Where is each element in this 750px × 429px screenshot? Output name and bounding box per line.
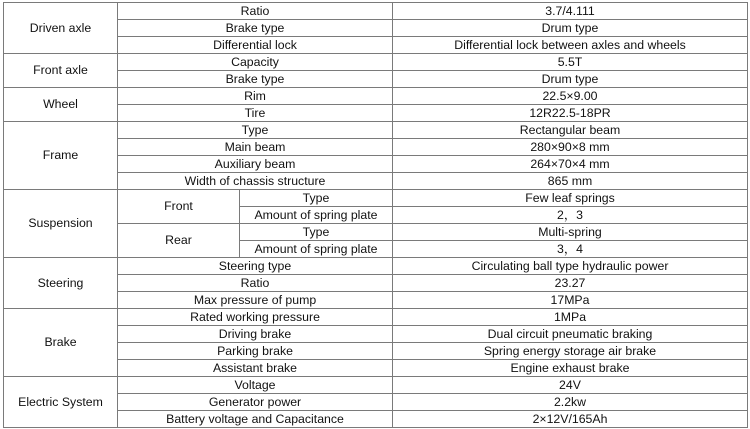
category-cell: Wheel (4, 88, 118, 122)
spec-label: Rim (118, 88, 393, 105)
spec-row (4, 3, 748, 20)
spec-value: Dual circuit pneumatic braking (393, 326, 748, 343)
spec-label: Ratio (118, 3, 393, 20)
spec-value: Few leaf springs (393, 190, 748, 207)
category-cell: Frame (4, 122, 118, 190)
spec-row (4, 54, 748, 71)
spec-label: Max pressure of pump (118, 292, 393, 309)
spec-row (4, 190, 748, 207)
spec-label: Brake type (118, 71, 393, 88)
spec-value: Circulating ball type hydraulic power (393, 258, 748, 275)
spec-value: 1MPa (393, 309, 748, 326)
spec-label: Steering type (118, 258, 393, 275)
spec-value: Engine exhaust brake (393, 360, 748, 377)
subgroup-cell: Rear (118, 224, 240, 258)
spec-value: 3，4 (393, 241, 748, 258)
spec-value: 2，3 (393, 207, 748, 224)
spec-value: 5.5T (393, 54, 748, 71)
spec-label: Brake type (118, 20, 393, 37)
spec-table-body (4, 3, 748, 428)
spec-value: Multi-spring (393, 224, 748, 241)
spec-value: 280×90×8 mm (393, 139, 748, 156)
spec-value: 264×70×4 mm (393, 156, 748, 173)
category-cell: Driven axle (4, 3, 118, 54)
spec-value: 2.2kw (393, 394, 748, 411)
spec-label: Assistant brake (118, 360, 393, 377)
spec-value: Rectangular beam (393, 122, 748, 139)
spec-value: Spring energy storage air brake (393, 343, 748, 360)
spec-value: Drum type (393, 71, 748, 88)
subgroup-cell: Front (118, 190, 240, 224)
spec-row (4, 258, 748, 275)
spec-value: 3.7/4.111 (393, 3, 748, 20)
spec-label: Type (240, 224, 393, 241)
spec-label: Tire (118, 105, 393, 122)
spec-value: 2×12V/165Ah (393, 411, 748, 428)
spec-label: Amount of spring plate (240, 207, 393, 224)
spec-label: Ratio (118, 275, 393, 292)
spec-value: 865 mm (393, 173, 748, 190)
spec-label: Amount of spring plate (240, 241, 393, 258)
spec-label: Auxiliary beam (118, 156, 393, 173)
spec-row (4, 122, 748, 139)
spec-value: 23.27 (393, 275, 748, 292)
spec-value: Drum type (393, 20, 748, 37)
spec-row (4, 309, 748, 326)
spec-label: Battery voltage and Capacitance (118, 411, 393, 428)
spec-label: Differential lock (118, 37, 393, 54)
category-cell: Steering (4, 258, 118, 309)
spec-table (3, 2, 748, 428)
spec-label: Type (240, 190, 393, 207)
spec-value: 17MPa (393, 292, 748, 309)
spec-label: Rated working pressure (118, 309, 393, 326)
spec-value: Differential lock between axles and wheels (393, 37, 748, 54)
spec-label: Parking brake (118, 343, 393, 360)
category-cell: Electric System (4, 377, 118, 428)
category-cell: Brake (4, 309, 118, 377)
category-cell: Suspension (4, 190, 118, 258)
spec-label: Driving brake (118, 326, 393, 343)
spec-label: Width of chassis structure (118, 173, 393, 190)
category-cell: Front axle (4, 54, 118, 88)
spec-label: Type (118, 122, 393, 139)
spec-value: 12R22.5-18PR (393, 105, 748, 122)
spec-label: Generator power (118, 394, 393, 411)
spec-label: Voltage (118, 377, 393, 394)
spec-label: Capacity (118, 54, 393, 71)
spec-label: Main beam (118, 139, 393, 156)
spec-value: 24V (393, 377, 748, 394)
spec-value: 22.5×9.00 (393, 88, 748, 105)
spec-row (4, 377, 748, 394)
spec-row (4, 88, 748, 105)
